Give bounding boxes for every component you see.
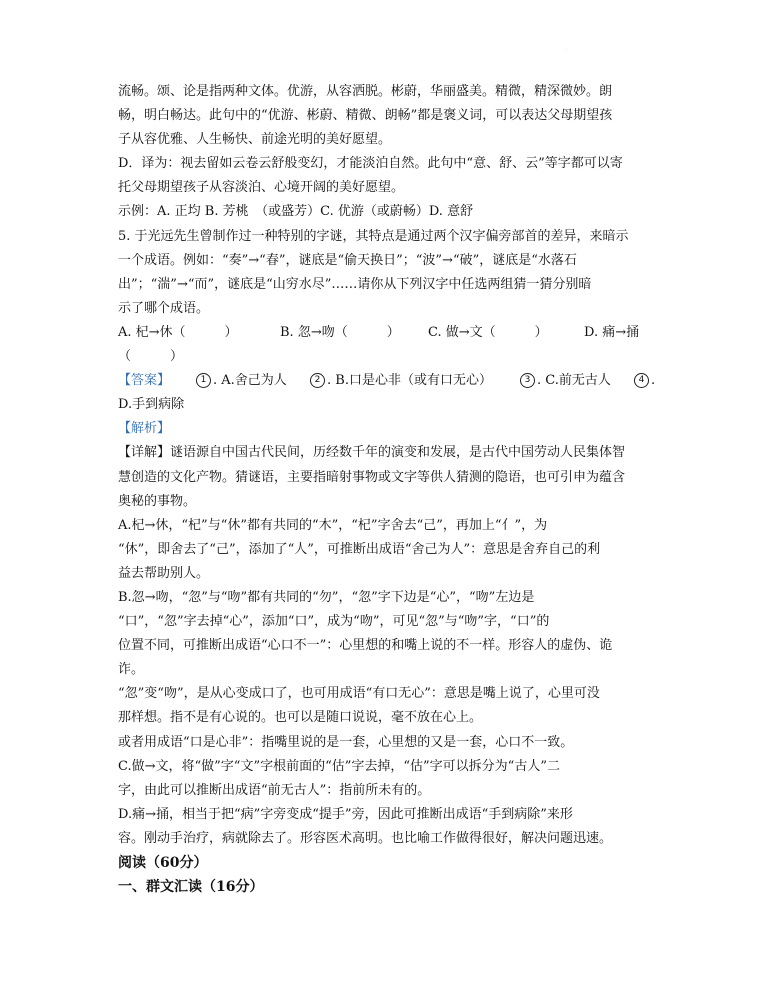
explain-b-line: B.忽→吻，“忽”与“吻”都有共同的“勿”，“忽”字下边是“心”，“吻”左边是 <box>118 589 535 605</box>
explain-d-line: 容。刚动手治疗，病就除去了。形容医术高明。也比喻工作做得很好，解决问题迅速。 <box>118 830 613 846</box>
circled-number-1: 1 <box>196 373 211 388</box>
answer-tail-4: . <box>651 373 656 389</box>
explain-a-line: A.杞→休，“杞”与“休”都有共同的“木”，“杞”字舍去“己”，再加上“亻”，为 <box>118 517 548 533</box>
text-line: 子从容优雅、人生畅快、前途光明的美好愿望。 <box>118 132 392 148</box>
explain-b-line: 或者用成语“口是心非”：指嘴里说的是一套，心里想的又是一套，心口不一致。 <box>118 734 574 750</box>
options-row <box>118 321 658 345</box>
answer-item-3 <box>520 369 611 393</box>
explain-c-line: 字，由此可以推断出成语“前无古人”：指前所未有的。 <box>118 782 431 798</box>
explain-c-line: C.做→文，将“做”字“文”字根前面的“估”字去掉，“估”字可以拆分为“古人”二 <box>118 758 560 774</box>
text-line: 流畅。颂、论是指两种文体。优游，从容洒脱。彬蔚，华丽盛美。精微，精深微妙。朗 <box>118 84 613 99</box>
text-line: D．译为：视去留如云卷云舒般变幻，才能淡泊自然。此句中“意、舒、云”等字都可以寄 <box>118 156 623 172</box>
answer-text-1: . A.舍己为人 <box>213 373 287 389</box>
circled-number-2: 2 <box>310 373 325 388</box>
question-5-line: 5. 于光远先生曾制作过一种特别的字谜，其特点是通过两个汉字偏旁部首的差异，来暗示 <box>118 228 629 244</box>
explain-a-line: 益去帮助别人。 <box>118 565 210 581</box>
answer-item-1 <box>196 369 287 393</box>
explain-b-line: “口”，“忽”字去掉“心”，添加“口”，成为“吻”，可见“忽”与“吻”字，“口”的 <box>118 614 550 630</box>
option-d: D. 痛→捅 <box>584 324 640 340</box>
option-c: C. 做→文（ ） <box>428 324 548 340</box>
document-body <box>118 80 658 899</box>
option-d-blank: （ ） <box>118 349 184 365</box>
section-heading: 阅读（60分） <box>118 855 208 871</box>
page-mark: . <box>566 46 568 52</box>
answer-item-4 <box>634 369 655 393</box>
example-line: 示例：A. 正均 B. 芳桃 （或盛芳）C. 优游（或蔚畅）D. 意舒 <box>118 204 474 220</box>
text-line: 畅，明白畅达。此句中的“优游、彬蔚、精微、朗畅”都是褒义词，可以表达父母期望孩 <box>118 108 613 124</box>
analysis-tag: 【解析】 <box>118 421 171 437</box>
detail-line: 慧创造的文化产物。猜谜语，主要指暗射事物或文字等供人猜测的隐语，也可引申为蕴含 <box>118 469 626 485</box>
explain-a-line: “休”，即舍去了“己”，添加了“人”，可推断出成语“舍己为人”：意思是舍弃自己的利 <box>118 541 601 557</box>
question-5-line: 一个成语。例如：“奏”→“春”，谜底是“偷天换日”；“波”→“破”，谜底是“水落石 <box>118 252 577 268</box>
answer-row <box>118 369 658 393</box>
answer-text-4: D.手到病除 <box>118 397 185 413</box>
circled-number-4: 4 <box>634 373 649 388</box>
option-b: B. 忽→吻（ ） <box>280 324 400 340</box>
subsection-heading: 一、群文汇读（16分） <box>118 879 264 896</box>
answer-tag: 【答案】 <box>118 373 171 389</box>
text-line: 托父母期望孩子从容淡泊、心境开阔的美好愿望。 <box>118 180 405 196</box>
question-5-line: 出”；“湍”→“而”，谜底是“山穷水尽”……请你从下列汉字中任选两组猜一猜分别暗 <box>118 276 592 292</box>
detail-line: 【详解】谜语源自中国古代民间，历经数千年的演变和发展，是古代中国劳动人民集体智 <box>118 445 626 461</box>
answer-item-2 <box>310 369 492 393</box>
circled-number-3: 3 <box>520 373 535 388</box>
detail-line: 奥秘的事物。 <box>118 493 197 509</box>
explain-b-line: 诈。 <box>118 662 145 678</box>
explain-b-line: 位置不同，可推断出成语“心口不一”：心里想的和嘴上说的不一样。形容人的虚伪、诡 <box>118 638 613 654</box>
answer-text-2: . B.口是心非（或有口无心） <box>327 373 492 389</box>
explain-d-line: D.痛→捅，相当于把“病”字旁变成“提手”旁，因此可推断出成语“手到病除”来形 <box>118 806 573 822</box>
question-5-line: 示了哪个成语。 <box>118 300 210 316</box>
answer-text-3: . C.前无古人 <box>537 373 611 389</box>
option-a: A. 杞→休（ ） <box>118 324 238 340</box>
explain-b-line: 那样想。指不是有心说的。也可以是随口说说，毫不放在心上。 <box>118 710 483 726</box>
explain-b-line: “忽”变“吻”，是从心变成口了，也可用成语“有口无心”：意思是嘴上说了，心里可没 <box>118 686 600 702</box>
